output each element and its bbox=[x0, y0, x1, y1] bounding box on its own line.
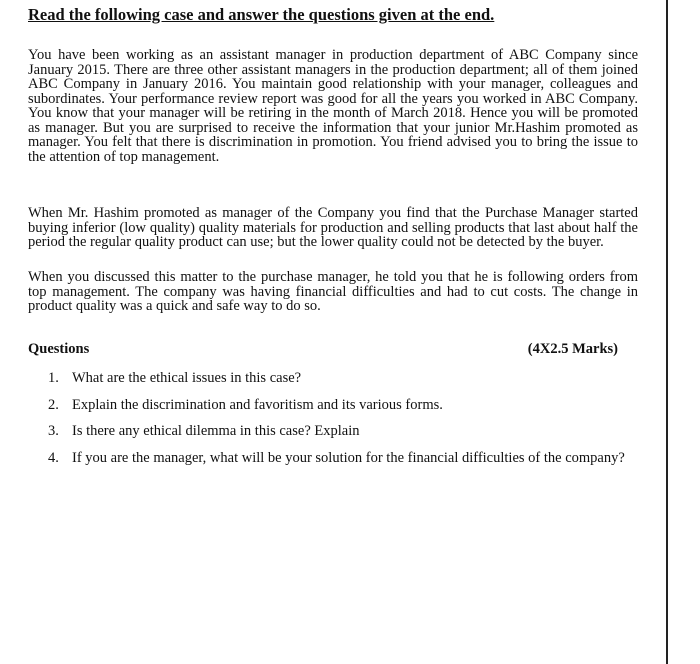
case-paragraph-1: You have been working as an assistant manager in production department of ABC Company since January 2015. There are three other assistant managers in the production department; all of them joined ABC Company in January 2016. You maintain good relationship with your manager, colleagues and subordinates. Your performance review report was good for all the years you worked in ABC Company. You know that your manager will be retiring in the month of March 2018. Hence you will be promoted as manager. But you are surprised to receive the information that your junior Mr.Hashim promoted as manager. You felt that there is discrimination in promotion. You friend advised you to bring the issue to the attention of top management. bbox=[28, 47, 638, 165]
questions-header bbox=[28, 341, 618, 358]
case-paragraph-3: When you discussed this matter to the purchase manager, he told you that he is following orders from top management. The company was having financial difficulties and had to cut costs. The change in product quality was a quick and safe way to do so. bbox=[28, 269, 638, 314]
question-text: Explain the discrimination and favoritism and its various forms. bbox=[72, 396, 443, 413]
question-number: 1. bbox=[48, 370, 59, 386]
question-item bbox=[48, 423, 648, 440]
question-item bbox=[48, 450, 648, 467]
question-text: Is there any ethical dilemma in this case? Explain bbox=[72, 423, 360, 439]
question-text: What are the ethical issues in this case? bbox=[72, 370, 302, 386]
question-item bbox=[48, 397, 648, 414]
question-number: 3. bbox=[48, 423, 59, 439]
questions-list bbox=[48, 370, 648, 476]
question-number: 4. bbox=[48, 449, 59, 466]
question-number: 2. bbox=[48, 396, 59, 413]
marks-label: (4X2.5 Marks) bbox=[527, 341, 618, 357]
question-item bbox=[48, 370, 648, 387]
questions-title: Questions bbox=[28, 341, 90, 357]
case-heading: Read the following case and answer the questions given at the end. bbox=[28, 5, 495, 24]
case-paragraph-2: When Mr. Hashim promoted as manager of the Company you find that the Purchase Manager started buying inferior (low quality) quality materials for production and selling products that last about half the period the regular quality product can use; but the lower quality could not be detected by the buyer. bbox=[28, 205, 638, 250]
question-text: If you are the manager, what will be your solution for the financial difficulties of the company? bbox=[72, 449, 625, 466]
